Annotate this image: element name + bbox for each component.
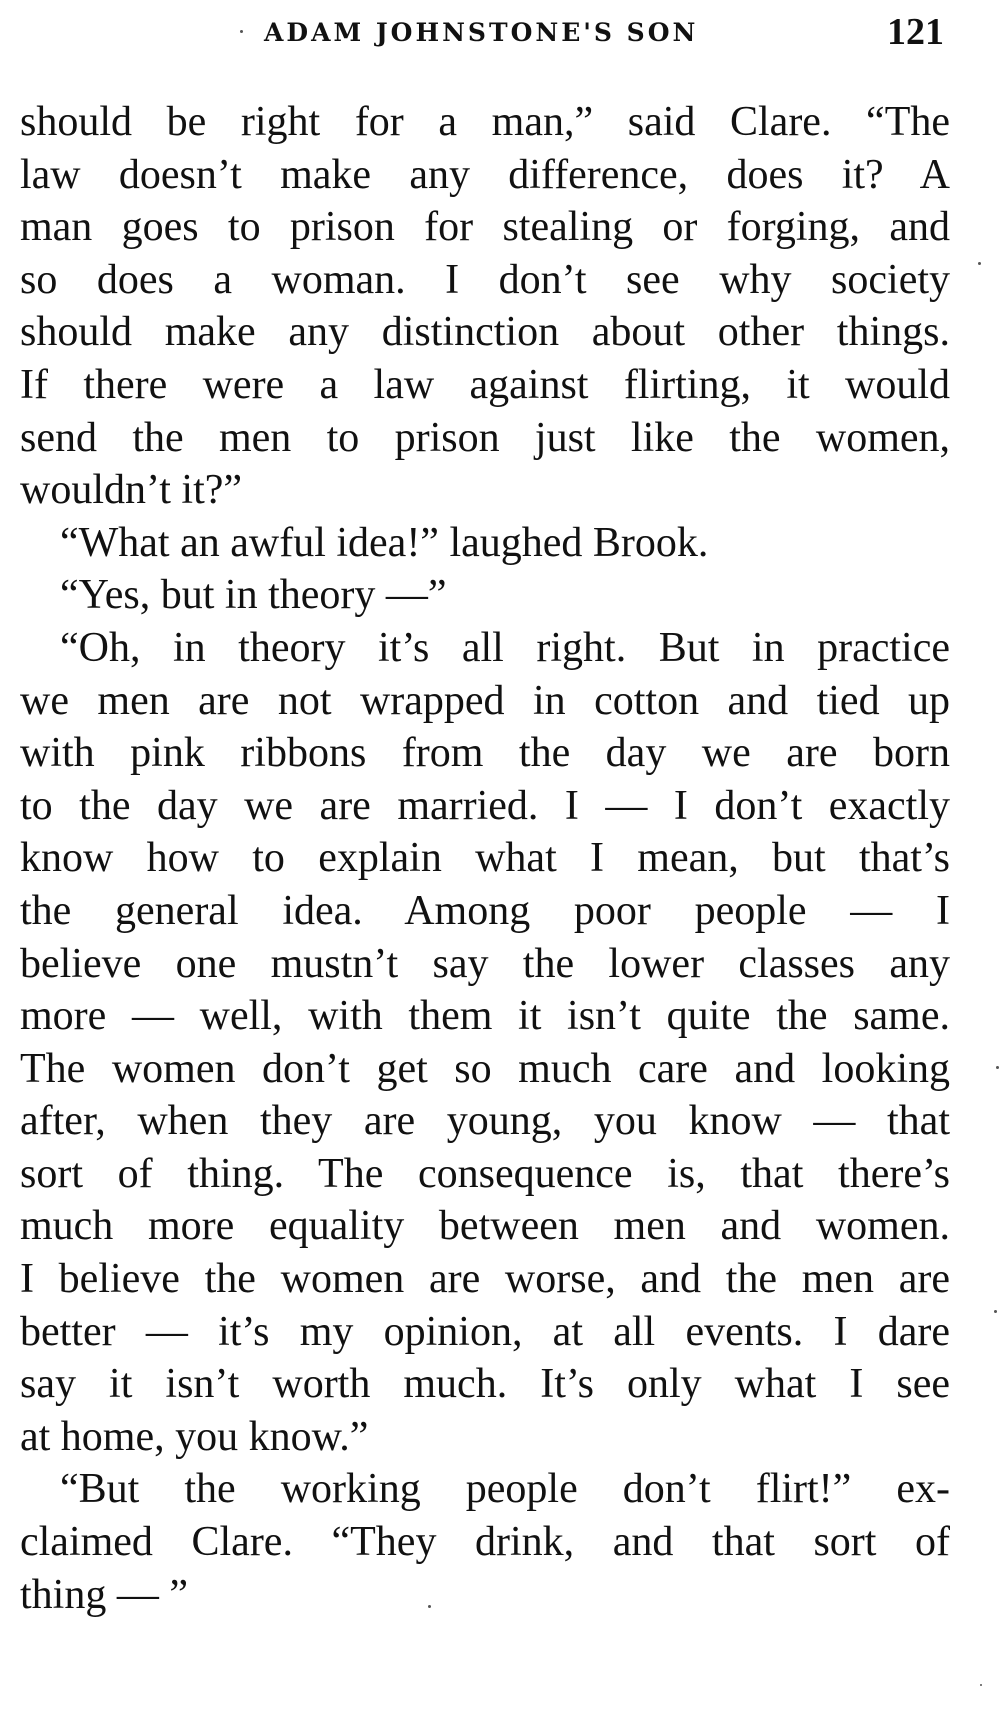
paper-speck (978, 262, 981, 265)
body-text (20, 96, 950, 1621)
text-line: law doesn’t make any difference, does it? A (20, 151, 950, 198)
text-line: “Yes, but in theory —” (60, 572, 447, 619)
paper-speck (994, 1310, 997, 1313)
running-title: ADAM JOHNSTONE'S SON (264, 18, 699, 47)
text-line: sort of thing. The consequence is, that there’s (20, 1150, 950, 1197)
text-line: more — well, with them it isn’t quite the same. (20, 993, 950, 1040)
page-header (0, 0, 1000, 60)
text-line: wouldn’t it?” (20, 467, 243, 514)
text-line: If there were a law against flirting, it would (20, 361, 950, 408)
paper-speck (996, 1066, 999, 1069)
text-line: better — it’s my opinion, at all events. I dare (20, 1308, 950, 1355)
text-line: should be right for a man,” said Clare. “The (20, 99, 950, 145)
text-line: after, when they are young, you know — that (20, 1098, 950, 1145)
paper-speck (980, 1684, 982, 1686)
paper-speck (240, 30, 243, 33)
text-line: send the men to prison just like the women, (20, 414, 950, 461)
text-line: thing — ” (20, 1571, 188, 1618)
text-line: The women don’t get so much care and looking (20, 1045, 950, 1092)
text-line: I believe the women are worse, and the men are (20, 1256, 950, 1303)
text-line: “Oh, in theory it’s all right. But in practice (60, 624, 950, 671)
text-line: with pink ribbons from the day we are born (20, 730, 950, 777)
text-line: “But the working people don’t flirt!” ex- (60, 1466, 950, 1513)
text-line: should make any distinction about other things. (20, 309, 950, 356)
paper-speck (428, 1605, 431, 1608)
page-number: 121 (887, 11, 944, 53)
text-line: the general idea. Among poor people — I (20, 887, 950, 934)
text-line: “What an awful idea!” laughed Brook. (60, 519, 709, 566)
text-line: much more equality between men and women. (20, 1203, 950, 1250)
text-line: we men are not wrapped in cotton and tied up (20, 677, 950, 724)
text-line: at home, you know.” (20, 1413, 369, 1460)
text-line: so does a woman. I don’t see why society (20, 256, 950, 303)
text-line: man goes to prison for stealing or forging, and (20, 204, 950, 251)
text-line: claimed Clare. “They drink, and that sort of (20, 1519, 950, 1566)
text-line: to the day we are married. I — I don’t exactly (20, 782, 950, 829)
text-line: believe one mustn’t say the lower classes any (20, 940, 950, 987)
text-line: know how to explain what I mean, but that’s (20, 835, 950, 882)
text-line: say it isn’t worth much. It’s only what I see (20, 1361, 950, 1408)
